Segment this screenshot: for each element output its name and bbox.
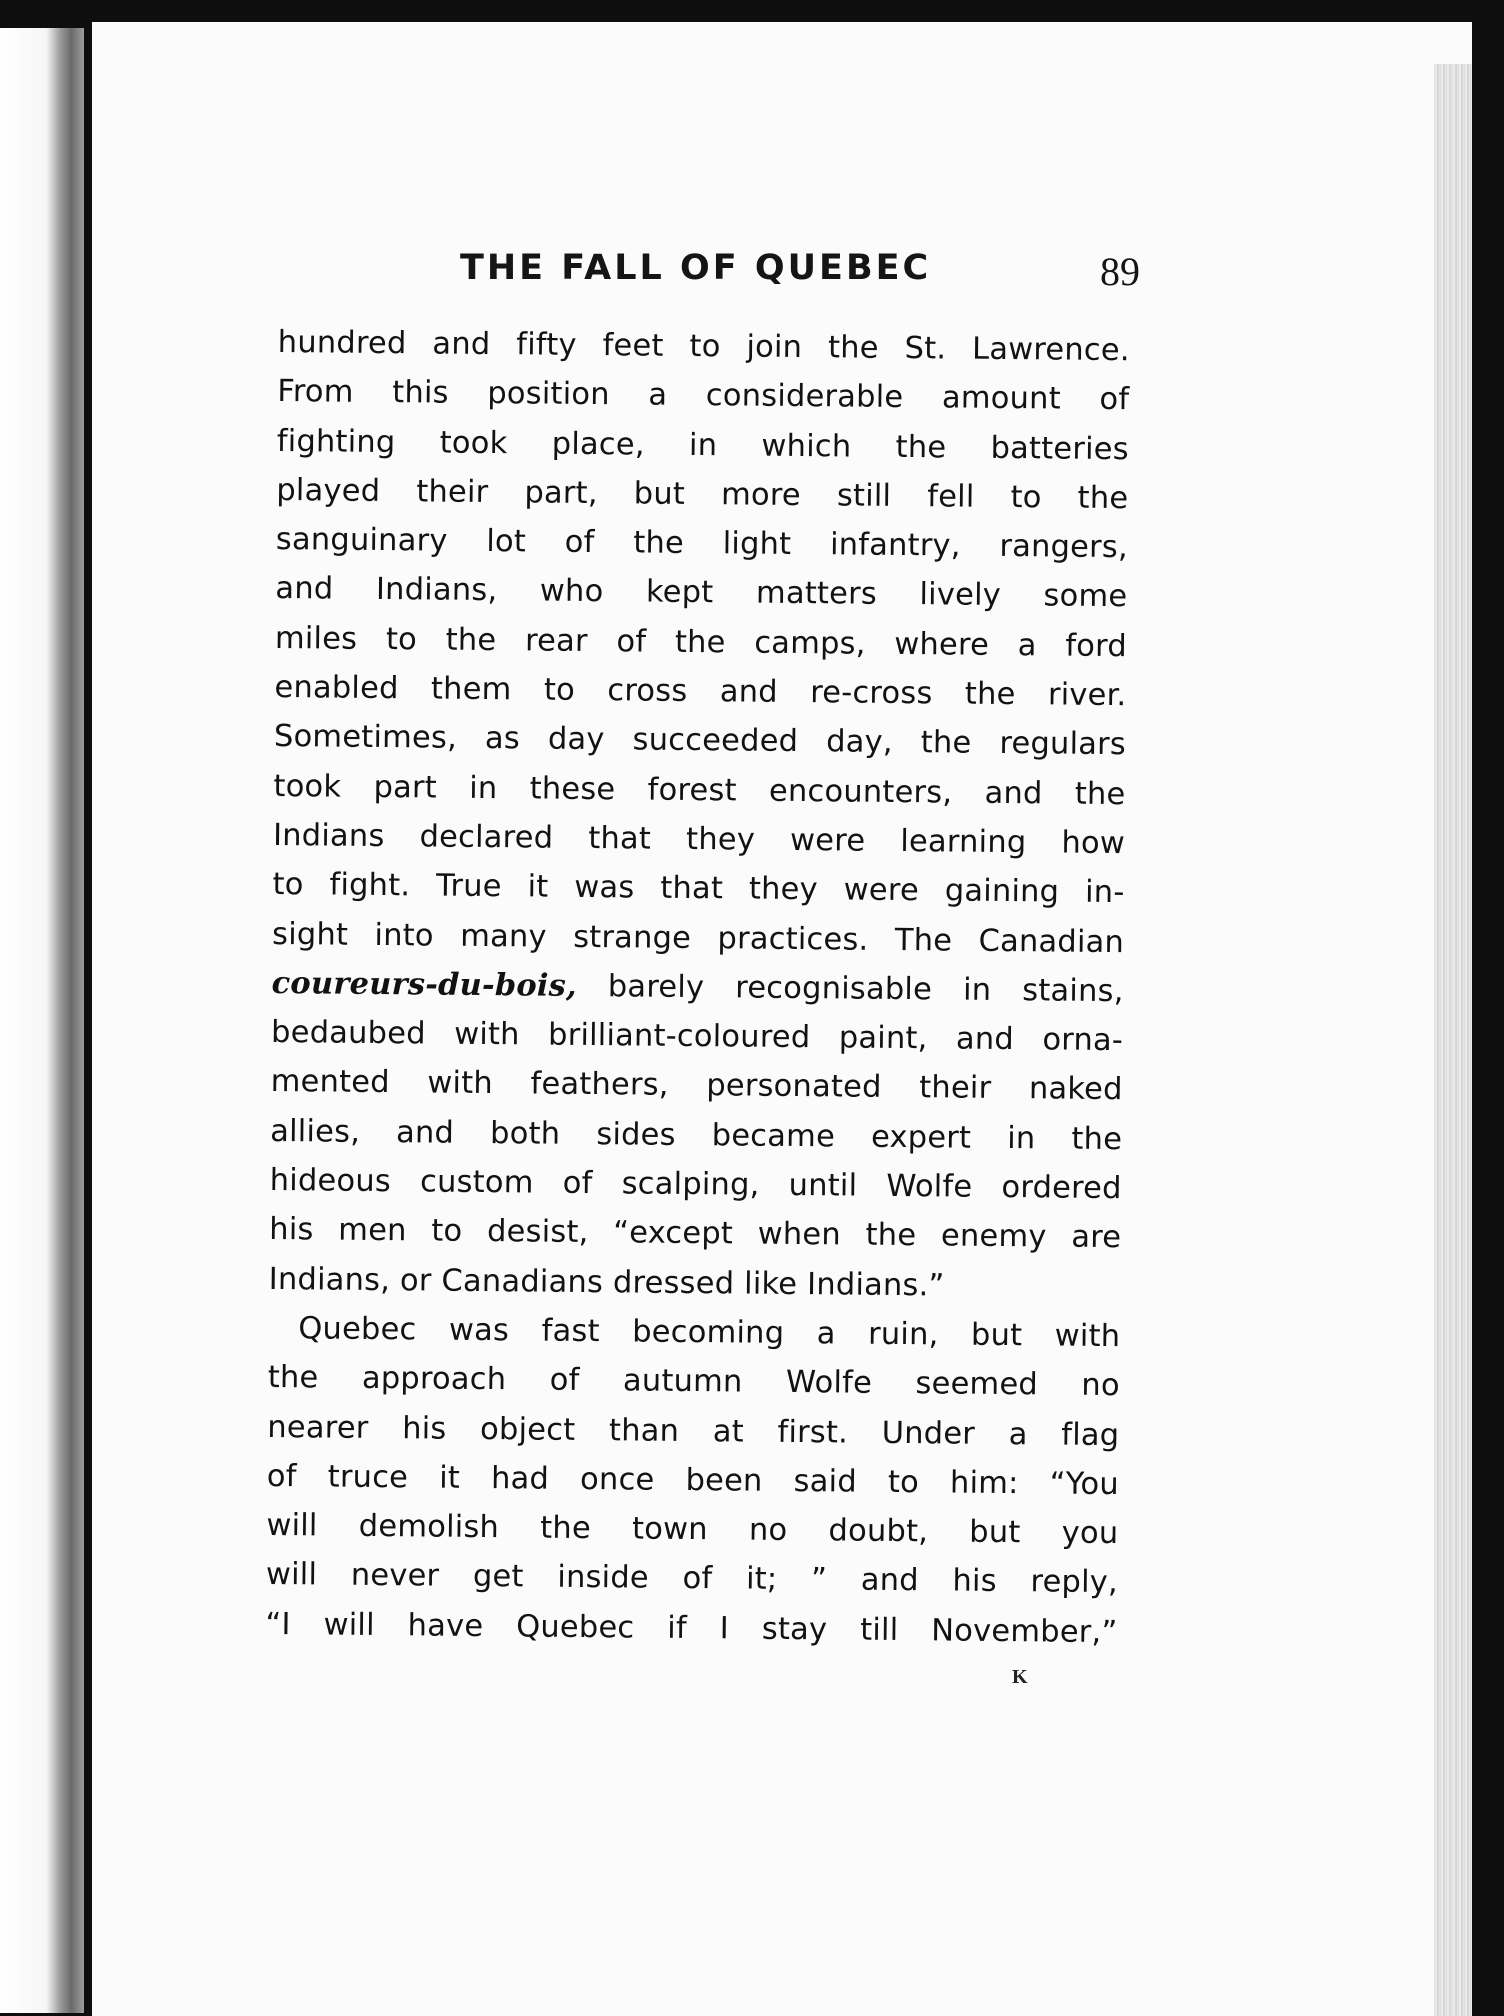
text-line: allies, and both sides became expert in the <box>270 1113 1123 1157</box>
text-line-with-italic <box>271 959 1123 1016</box>
text-line: mented with feathers, personated their naked <box>270 1064 1123 1108</box>
text-line: hundred and fifty feet to join the St. Lawrence. <box>277 324 1130 369</box>
text-line: will never get inside of it; ” and his reply, <box>265 1557 1119 1601</box>
text-line: Indians declared that they were learning how <box>272 817 1126 862</box>
text-line: and Indians, who kept matters lively some <box>275 571 1128 615</box>
text-line: From this position a considerable amount of <box>277 374 1130 418</box>
text-line: of truce it had once been said to him: “You <box>266 1458 1120 1502</box>
text-line: Indians, or Canadians dressed like Indians.” <box>268 1261 945 1304</box>
text-line: “I will have Quebec if I stay till November,” <box>265 1606 1118 1650</box>
signature-mark: K <box>1012 1666 1028 1688</box>
text-line: nearer his object than at first. Under a flag <box>267 1409 1120 1453</box>
line-continuation: barely recognisable in stains, <box>576 968 1124 1010</box>
text-line: played their part, but more still fell to the <box>276 472 1129 517</box>
italic-phrase: coureurs-du-bois, <box>271 964 578 1004</box>
text-line: sanguinary lot of the light infantry, rangers, <box>275 522 1129 566</box>
running-head-title: THE FALL OF QUEBEC <box>460 248 932 288</box>
text-line: sight into many strange practices. The Canadian <box>271 916 1125 960</box>
text-line: the approach of autumn Wolfe seemed no <box>267 1360 1120 1404</box>
text-line: Sometimes, as day succeeded day, the regulars <box>273 719 1127 763</box>
left-page-edge <box>0 28 84 2013</box>
text-line: Quebec was fast becoming a ruin, but with <box>298 1311 1121 1355</box>
text-line: his men to desist, “except when the enemy are <box>269 1212 1122 1256</box>
text-line: fighting took place, in which the batteries <box>276 423 1129 467</box>
page-stack-edge <box>1434 64 1472 2016</box>
text-line: enabled them to cross and re-cross the river. <box>274 670 1127 714</box>
text-line: bedaubed with brilliant-coloured paint, and orna- <box>270 1015 1124 1059</box>
body-text <box>265 318 1130 1657</box>
text-line: took part in these forest encounters, and the <box>273 768 1126 812</box>
text-line: hideous custom of scalping, until Wolfe ordered <box>269 1163 1122 1207</box>
running-head <box>460 244 1140 304</box>
text-line: miles to the rear of the camps, where a ford <box>274 620 1128 664</box>
text-line: will demolish the town no doubt, but you <box>266 1508 1119 1552</box>
page-number: 89 <box>1100 249 1140 294</box>
text-line: to fight. True it was that they were gaining in- <box>272 867 1125 911</box>
